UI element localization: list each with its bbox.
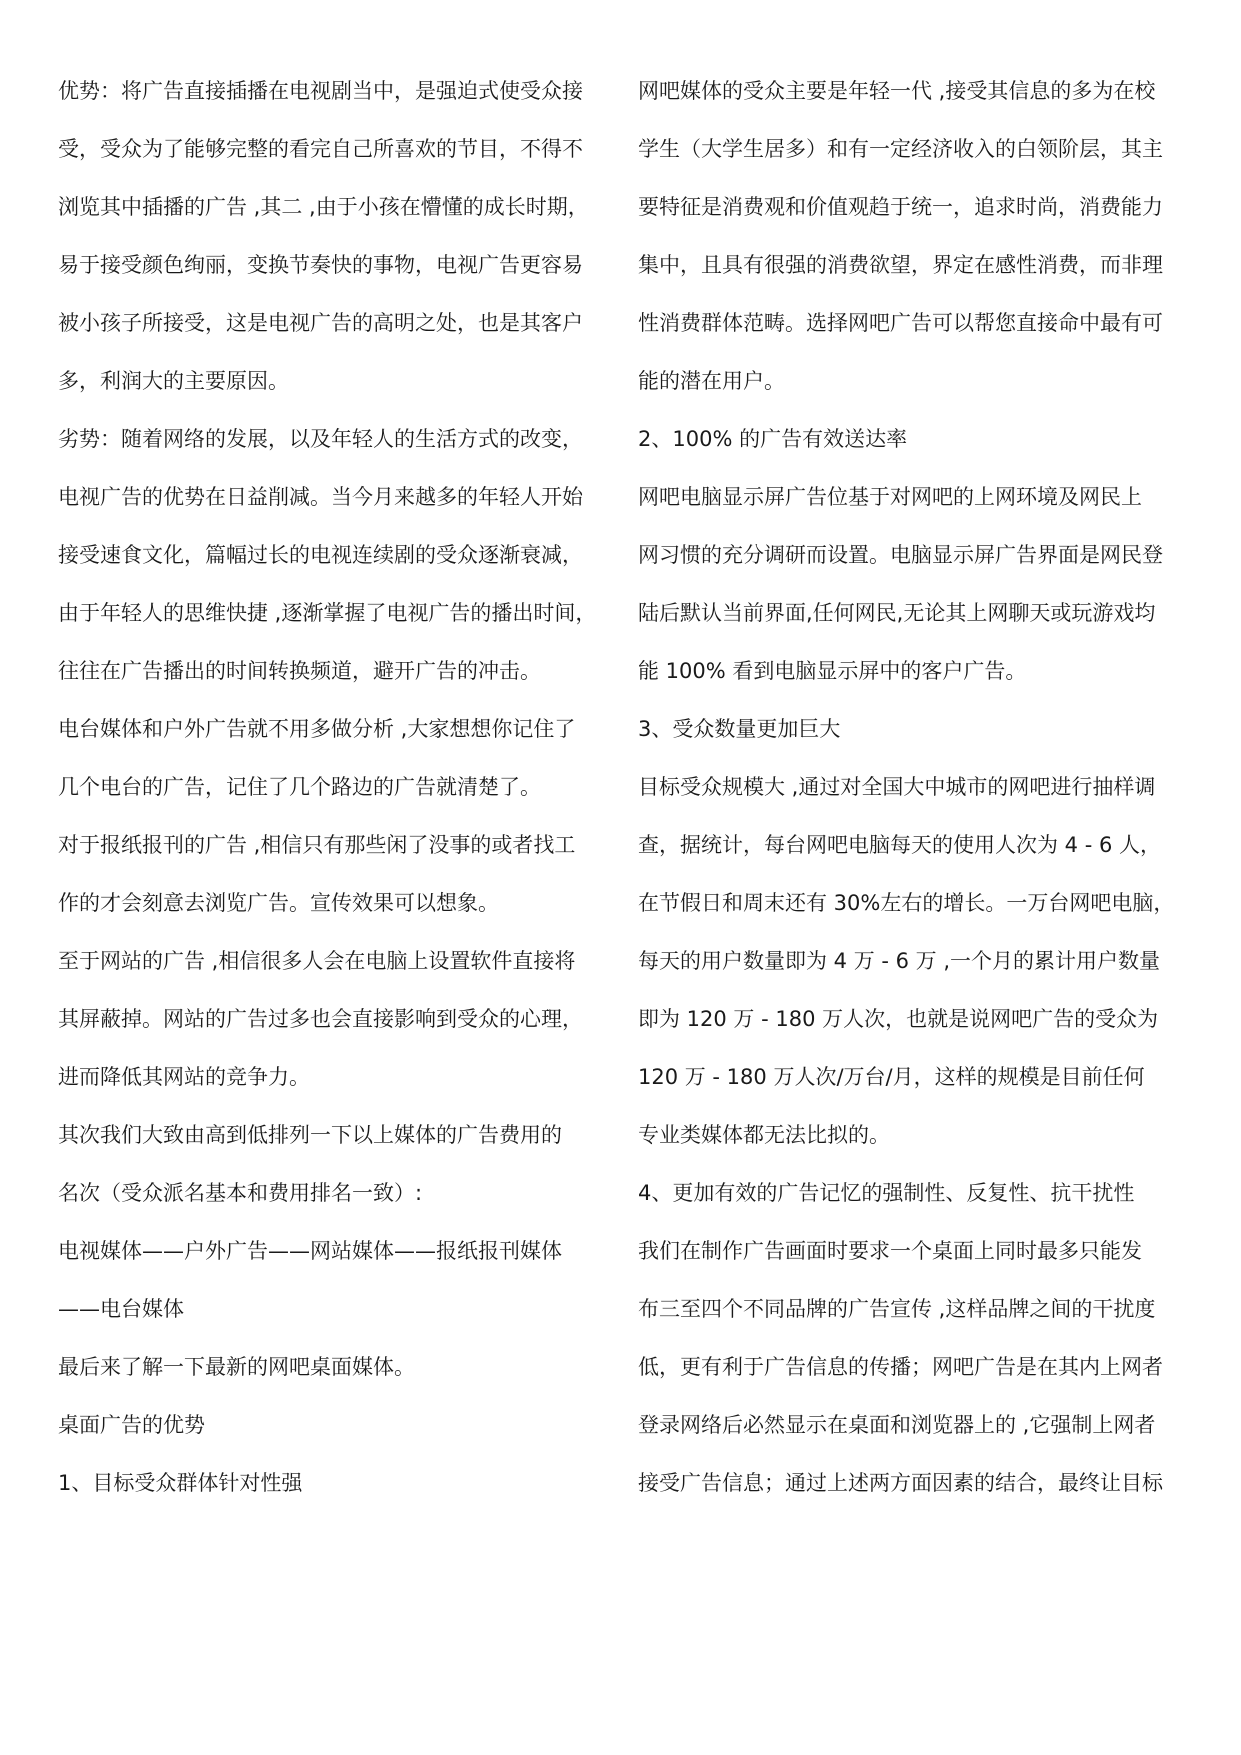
text-line: 多，利润大的主要原因。 bbox=[58, 369, 289, 393]
text-line: 每天的用户数量即为 4 万 - 6 万 ,一个月的累计用户数量 bbox=[638, 949, 1161, 973]
text-line: ——电台媒体 bbox=[58, 1297, 184, 1321]
text-line: 性消费群体范畴。选择网吧广告可以帮您直接命中最有可 bbox=[638, 311, 1163, 335]
text-line: 其次我们大致由高到低排列一下以上媒体的广告费用的 bbox=[58, 1123, 562, 1147]
text-line: 网吧媒体的受众主要是年轻一代 ,接受其信息的多为在校 bbox=[638, 79, 1156, 103]
text-line: 往往在广告播出的时间转换频道，避开广告的冲击。 bbox=[58, 659, 541, 683]
text-line: 受，受众为了能够完整的看完自己所喜欢的节目，不得不 bbox=[58, 137, 583, 161]
text-line: 电视媒体——户外广告——网站媒体——报纸报刊媒体 bbox=[58, 1239, 562, 1263]
text-line: 电台媒体和户外广告就不用多做分析 ,大家想想你记住了 bbox=[58, 717, 576, 741]
text-line: 目标受众规模大 ,通过对全国大中城市的网吧进行抽样调 bbox=[638, 775, 1156, 799]
text-line: 易于接受颜色绚丽，变换节奏快的事物，电视广告更容易 bbox=[58, 253, 583, 277]
text-line: 被小孩子所接受，这是电视广告的高明之处，也是其客户 bbox=[58, 311, 583, 335]
text-line: 布三至四个不同品牌的广告宣传 ,这样品牌之间的干扰度 bbox=[638, 1297, 1156, 1321]
text-line: 能的潜在用户。 bbox=[638, 369, 785, 393]
text-line: 查，据统计，每台网吧电脑每天的使用人次为 4 - 6 人， bbox=[638, 833, 1161, 857]
left-column bbox=[58, 62, 613, 1512]
text-line: 浏览其中插播的广告 ,其二 ,由于小孩在懵懂的成长时期， bbox=[58, 195, 589, 219]
text-line: 桌面广告的优势 bbox=[58, 1413, 205, 1437]
text-line: 3、受众数量更加巨大 bbox=[638, 717, 841, 741]
text-line: 网习惯的充分调研而设置。电脑显示屏广告界面是网民登 bbox=[638, 543, 1163, 567]
text-line: 1、目标受众群体针对性强 bbox=[58, 1471, 303, 1495]
text-line: 2、100% 的广告有效送达率 bbox=[638, 427, 908, 451]
text-line: 电视广告的优势在日益削减。当今月来越多的年轻人开始 bbox=[58, 485, 583, 509]
text-line: 接受广告信息；通过上述两方面因素的结合，最终让目标 bbox=[638, 1471, 1163, 1495]
text-line: 在节假日和周末还有 30%左右的增长。一万台网吧电脑， bbox=[638, 891, 1175, 915]
text-line: 网吧电脑显示屏广告位基于对网吧的上网环境及网民上 bbox=[638, 485, 1142, 509]
text-line: 至于网站的广告 ,相信很多人会在电脑上设置软件直接将 bbox=[58, 949, 576, 973]
text-line: 4、更加有效的广告记忆的强制性、反复性、抗干扰性 bbox=[638, 1181, 1135, 1205]
text-line: 专业类媒体都无法比拟的。 bbox=[638, 1123, 890, 1147]
text-line: 低，更有利于广告信息的传播；网吧广告是在其内上网者 bbox=[638, 1355, 1163, 1379]
text-line: 要特征是消费观和价值观趋于统一，追求时尚，消费能力 bbox=[638, 195, 1163, 219]
text-line: 劣势：随着网络的发展，以及年轻人的生活方式的改变， bbox=[58, 427, 583, 451]
text-line: 进而降低其网站的竞争力。 bbox=[58, 1065, 310, 1089]
right-column bbox=[638, 62, 1193, 1512]
text-line: 陆后默认当前界面,任何网民,无论其上网聊天或玩游戏均 bbox=[638, 601, 1156, 625]
text-line: 作的才会刻意去浏览广告。宣传效果可以想象。 bbox=[58, 891, 499, 915]
text-line: 对于报纸报刊的广告 ,相信只有那些闲了没事的或者找工 bbox=[58, 833, 576, 857]
text-line: 学生（大学生居多）和有一定经济收入的白领阶层，其主 bbox=[638, 137, 1163, 161]
text-line: 120 万 - 180 万人次/万台/月，这样的规模是目前任何 bbox=[638, 1065, 1145, 1089]
text-line: 能 100% 看到电脑显示屏中的客户广告。 bbox=[638, 659, 1027, 683]
text-line: 集中，且具有很强的消费欲望，界定在感性消费，而非理 bbox=[638, 253, 1163, 277]
text-line: 几个电台的广告，记住了几个路边的广告就清楚了。 bbox=[58, 775, 541, 799]
text-line: 最后来了解一下最新的网吧桌面媒体。 bbox=[58, 1355, 415, 1379]
text-line: 登录网络后必然显示在桌面和浏览器上的 ,它强制上网者 bbox=[638, 1413, 1156, 1437]
text-line: 即为 120 万 - 180 万人次，也就是说网吧广告的受众为 bbox=[638, 1007, 1159, 1031]
text-line: 接受速食文化，篇幅过长的电视连续剧的受众逐渐衰减， bbox=[58, 543, 583, 567]
text-line: 由于年轻人的思维快捷 ,逐渐掌握了电视广告的播出时间， bbox=[58, 601, 597, 625]
text-line: 我们在制作广告画面时要求一个桌面上同时最多只能发 bbox=[638, 1239, 1142, 1263]
text-line: 其屏蔽掉。网站的广告过多也会直接影响到受众的心理， bbox=[58, 1007, 583, 1031]
text-line: 优势：将广告直接插播在电视剧当中，是强迫式使受众接 bbox=[58, 79, 583, 103]
text-line: 名次（受众派名基本和费用排名一致）: bbox=[58, 1181, 423, 1205]
